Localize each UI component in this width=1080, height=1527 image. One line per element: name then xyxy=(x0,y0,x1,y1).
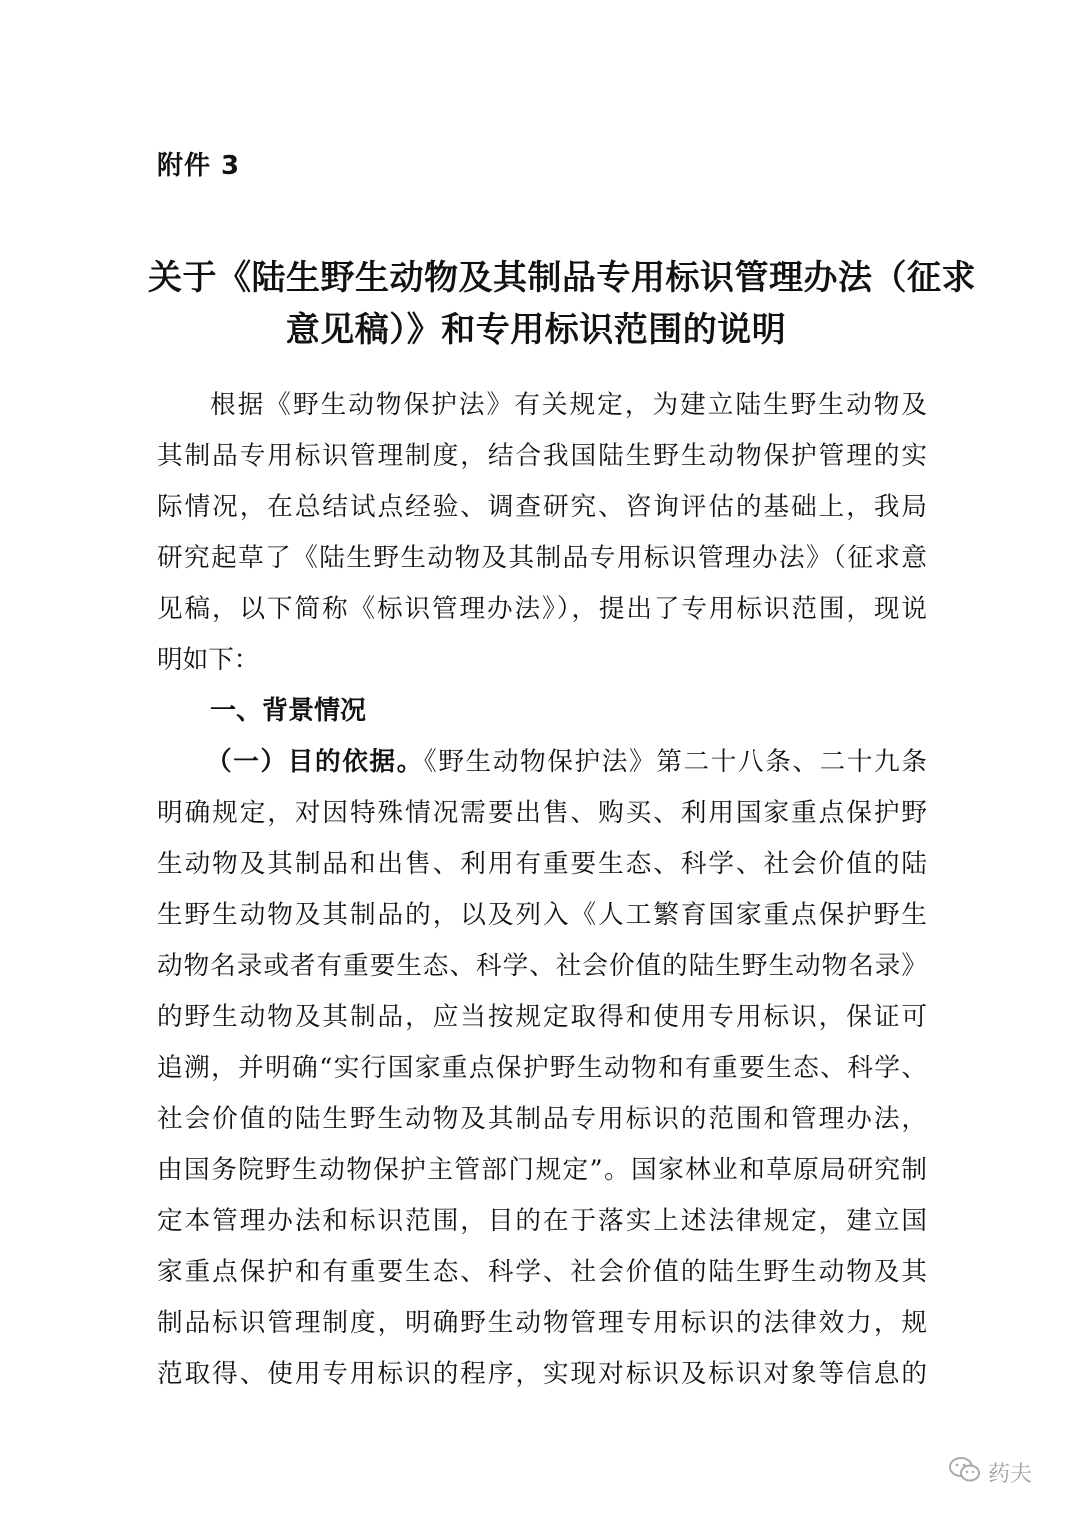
document-title-line-1: 关于《陆生野生动物及其制品专用标识管理办法（征求 xyxy=(148,258,976,298)
intro-line: 根据《野生动物保护法》有关规定，为建立陆生野生动物及 xyxy=(210,390,927,420)
watermark xyxy=(948,1452,1032,1492)
intro-line: 研究起草了《陆生野生动物及其制品专用标识管理办法》（征求意 xyxy=(157,543,927,573)
intro-line: 见稿，以下简称《标识管理办法》），提出了专用标识范围，现说 xyxy=(157,594,927,624)
section-line-text: 《野生动物保护法》第二十八条、二十九条 xyxy=(423,747,927,777)
section-line: 动物名录或者有重要生态、科学、社会价值的陆生野生动物名录》 xyxy=(157,951,927,981)
attachment-label: 附件 3 xyxy=(157,151,241,181)
section-line: 追溯，并明确“实行国家重点保护野生动物和有重要生态、科学、 xyxy=(157,1053,927,1083)
intro-line: 明如下： xyxy=(157,645,260,675)
section-line: 生野生动物及其制品的，以及列入《人工繁育国家重点保护野生 xyxy=(157,900,927,930)
section-line xyxy=(206,742,927,782)
section-line: 范取得、使用专用标识的程序，实现对标识及标识对象等信息的 xyxy=(157,1359,927,1389)
section-line: 明确规定，对因特殊情况需要出售、购买、利用国家重点保护野 xyxy=(157,798,927,828)
watermark-text: 药夫 xyxy=(988,1461,1033,1487)
intro-line: 际情况，在总结试点经验、调查研究、咨询评估的基础上，我局 xyxy=(157,492,927,522)
document-title-line-2: 意见稿）》和专用标识范围的说明 xyxy=(285,310,787,350)
section-heading: 一、背景情况 xyxy=(210,696,367,726)
subsection-label: （一）目的依据。 xyxy=(206,747,424,777)
section-line: 定本管理办法和标识范围，目的在于落实上述法律规定，建立国 xyxy=(157,1206,927,1236)
section-line: 家重点保护和有重要生态、科学、社会价值的陆生野生动物及其 xyxy=(157,1257,927,1287)
section-line: 的野生动物及其制品，应当按规定取得和使用专用标识，保证可 xyxy=(157,1002,927,1032)
section-line: 由国务院野生动物保护主管部门规定”。国家林业和草原局研究制 xyxy=(157,1155,927,1185)
section-line: 生动物及其制品和出售、利用有重要生态、科学、社会价值的陆 xyxy=(157,849,927,879)
intro-line: 其制品专用标识管理制度，结合我国陆生野生动物保护管理的实 xyxy=(157,441,927,471)
section-line: 制品标识管理制度，明确野生动物管理专用标识的法律效力，规 xyxy=(157,1308,927,1338)
wechat-icon xyxy=(948,1455,982,1490)
section-line: 社会价值的陆生野生动物及其制品专用标识的范围和管理办法， xyxy=(157,1104,927,1134)
